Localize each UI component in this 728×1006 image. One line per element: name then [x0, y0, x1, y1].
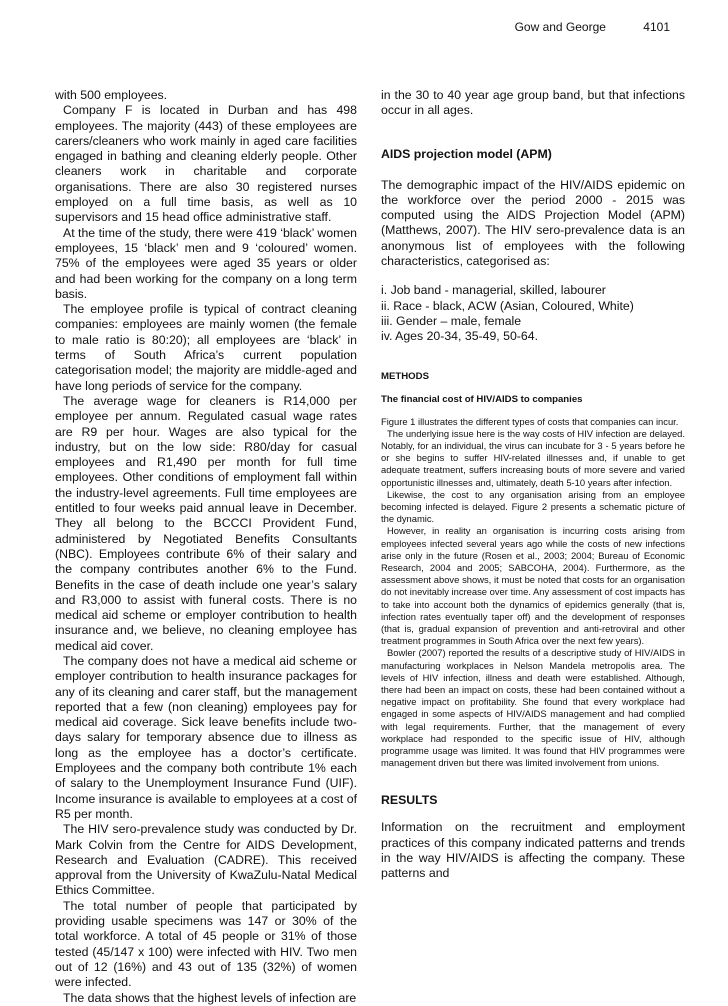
apm-heading: AIDS projection model (APM) [381, 146, 552, 161]
methods-paragraph: The underlying issue here is the way costs of HIV infection are delayed. Notably, for an individual, the virus can incubate for 3 - 5 years before he or she begins to suffer HIV-related illnesses and, if unable to get adequate treatment, suffers increasing bouts of more severe and varied opportunistic illnesses and, ultimately, death 5-10 years after infection. [381, 427, 685, 488]
methods-subheading: The financial cost of HIV/AIDS to companies [381, 393, 583, 405]
paragraph: The total number of people that participated by providing usable specimens was 147 or 30% of the total workforce. A total of 45 people or 31% of those tested (45/147 x 100) were infected with HIV. Two men out of 12 (16%) and 43 out of 135 (32%) of women were infected. [55, 898, 357, 990]
paragraph: with 500 employees. [55, 88, 168, 102]
paragraph: The employee profile is typical of contract cleaning companies: employees are mainly women (the female to male ratio is 80:20); all employees are ‘black’ in terms of South Africa’s current population categorisation model; the majority are middle-aged and have long periods of service for the company. [55, 302, 357, 393]
methods-paragraph: Figure 1 illustrates the different types of costs that companies can incur. [381, 415, 679, 427]
paragraph: The company does not have a medical aid scheme or employer contribution to health insurance packages for any of its cleaning and carer staff, but the management reported that a few (non cleaning) employees pay for medical aid coverage. Sick leave benefits include two-days salary for temporary absence due to illness as long as the employee has a doctor’s certificate. Employees and the company both contribute 1% each of salary to the Unemployment Insurance Fund (UIF). Income insurance is available to employees at a cost of R5 per month. [55, 653, 357, 821]
left-column [55, 88, 357, 1006]
paragraph: The average wage for cleaners is R14,000 per employee per annum. Regulated casual wage rates are R9 per hour. Wages are also typical for the industry, but on the low side: R80/day for casual employees and R1,490 per month for full time employees. Other conditions of employment fall within the industry-level agreements. Full time employees are entitled to four weeks paid annual leave in December. They all belong to the BCCCI Provident Fund, administered by Negotiated Benefits Consultants (NBC). Employees contribute 6% of their salary and the company contributes another 6% to the Fund. Benefits in the case of death include one year’s salary and R3,000 to assist with funeral costs. There is no medical aid scheme or employer contribution to health insurance and, we believe, no cleaning employee has medical aid cover. [55, 393, 357, 653]
paragraph: At the time of the study, there were 419 ‘black’ women employees, 15 ‘black’ men and 9 ‘coloured’ women. 75% of the employees were aged 35 years or older and had been working for the company on a long term basis. [55, 225, 357, 301]
paragraph: The data shows that the highest levels of infection are [63, 990, 357, 1005]
paragraph: Company F is located in Durban and has 498 employees. The majority (443) of these employees are carers/cleaners who work mainly in aged care facilities engaged in bathing and cleaning elderly people. Other cleaners work in charitable and corporate organisations. There are also 30 registered nurses employed on a full time basis, as well as 10 supervisors and 15 head office administrative staff. [55, 103, 357, 225]
list-item: ii. Race - black, ACW (Asian, Coloured, White) [381, 298, 634, 313]
page-number: 4101 [643, 20, 670, 34]
characteristics-list [381, 283, 685, 344]
list-item: i. Job band - managerial, skilled, labourer [381, 283, 606, 298]
intro-paragraph: in the 30 to 40 year age group band, but that infections occur in all ages. [381, 88, 685, 118]
methods-heading: METHODS [381, 370, 429, 382]
running-head-authors: Gow and George [514, 20, 606, 34]
paragraph: The HIV sero-prevalence study was conducted by Dr. Mark Colvin from the Centre for AIDS Development, Research and Evaluation (CADRE). This received approval from the University of KwaZulu-Natal Medical Ethics Committee. [55, 822, 357, 898]
list-item: iv. Ages 20-34, 35-49, 50-64. [381, 329, 539, 344]
results-heading: RESULTS [381, 793, 438, 808]
methods-paragraph: However, in reality an organisation is incurring costs arising from employees infected several years ago while the costs of new infections arise only in the future (Rosen et al., 2003; 2004; Bureau of Economic Research, 2004 and 2005; SABCOHA, 2004). Furthermore, as the assessment above shows, it must be noted that costs for an organisation do not inevitably increase over time. Any assessment of cost impacts has to take into account both the dynamics of epidemics generally (that is, infection rates eventually taper off) and the development of responses (that is, gradual expansion of prevention and anti-retroviral and other treatment programmes in South Africa over the next few years). [381, 525, 685, 647]
page-header [515, 20, 670, 34]
right-column [381, 88, 685, 882]
apm-paragraph: The demographic impact of the HIV/AIDS epidemic on the workforce over the period 2000 - 2015 was computed using the AIDS Projection Model (APM) (Matthews, 2007). The HIV sero-prevalence data is an anonymous list of employees with the following characteristics, categorised as: [381, 177, 685, 269]
methods-paragraph: Likewise, the cost to any organisation arising from an employee becoming infected is delayed. Figure 2 presents a schematic picture of the dynamic. [381, 488, 685, 525]
methods-paragraph: Bowler (2007) reported the results of a descriptive study of HIV/AIDS in manufacturing workplaces in Nelson Mandela metropolis area. The levels of HIV infection, illness and death were established. Although, there had been an impact on costs, these had been contained without a negative impact on profitability. She found that every workplace had engaged in some aspects of HIV/AIDS management and had complied with legal requirements. Further, that the management of every workplace had responded to the specific issue of HIV, although programme usage was limited. It was found that HIV programmes were management driven but there was limited involvement from unions. [381, 647, 685, 769]
results-paragraph: Information on the recruitment and employment practices of this company indicated patterns and trends in the way HIV/AIDS is affecting the company. These patterns and [381, 820, 685, 881]
list-item: iii. Gender – male, female [381, 313, 522, 328]
